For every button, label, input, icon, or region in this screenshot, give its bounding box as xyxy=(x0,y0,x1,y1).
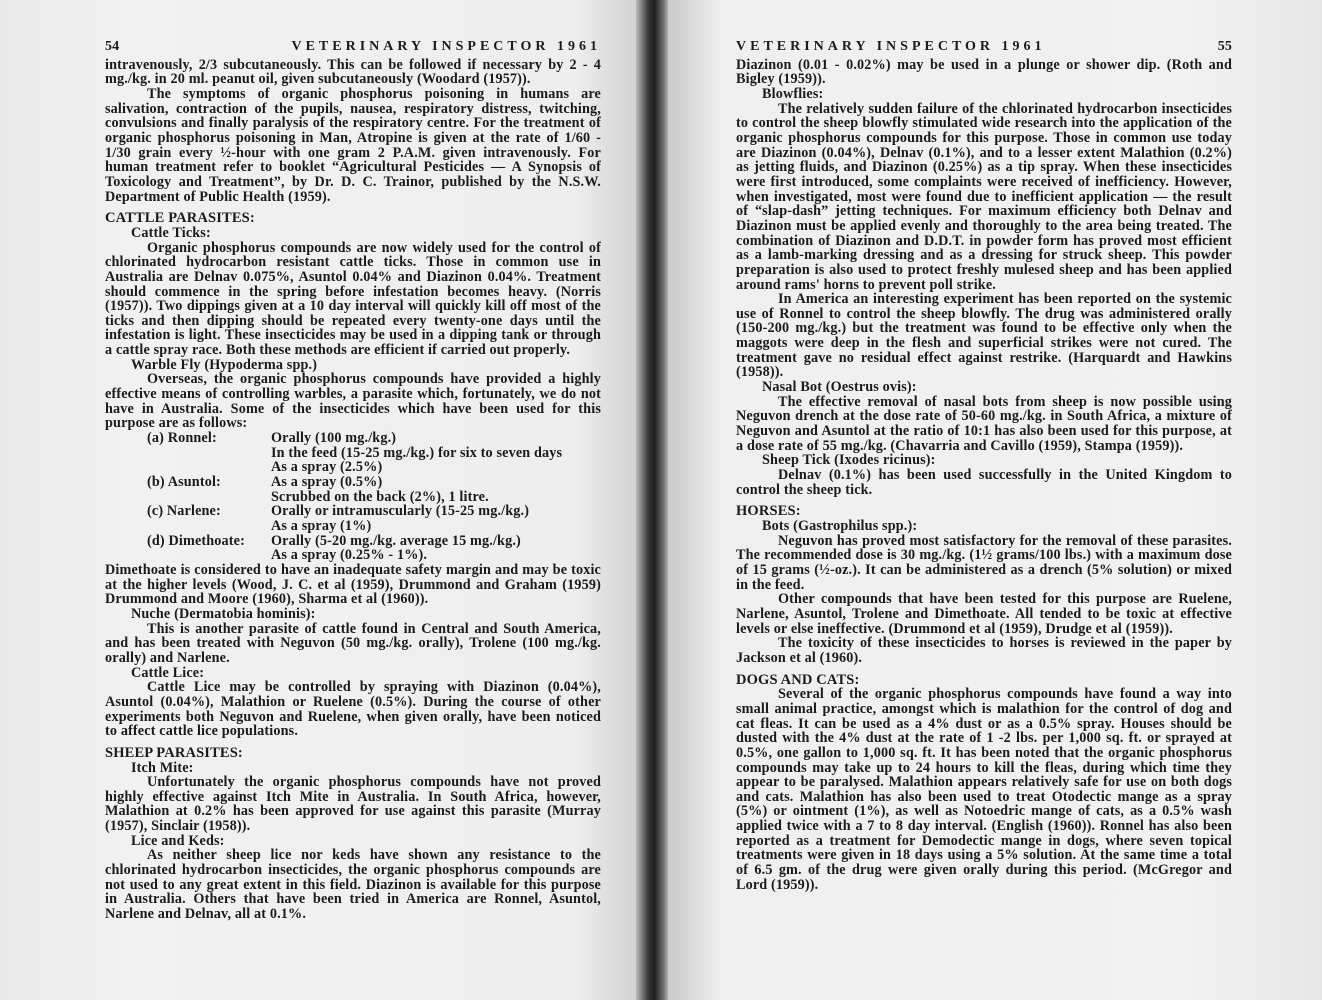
paragraph: Cattle Lice may be controlled by spraying with Diazinon (0.04%), Asuntol (0.04%), Malathion or Ruelene (0.5%). During the course of other experiments both Neguvon and Ruelene, when given orally, have been noticed to affect cattle lice populations. xyxy=(105,679,601,740)
paragraph: The relatively sudden failure of the chlorinated hydrocarbon insecticides to control the sheep blowfly stimulated wide research into the application of the organic phosphorus compounds for this purpose. Those in common use today are Diazinon (0.04%), Delnav (0.1%), and to a lesser extent Malathion (0.2%) as jetting fluids, and Diazinon (0.25%) as a tip spray. When these insecticides were first introduced, some complaints were received of inefficiency. However, when investigated, most were found due to inefficient application — the result of “slap-dash” jetting techniques. For maximum efficiency both Delnav and Diazinon must be applied evenly and thoroughly to the area being treated. The combination of Diazinon and D.D.T. in powder form has proved most efficient as a lamb-marking dressing and as a dressing for struck sheep. This powder preparation is also used to protect freshly mulesed sheep and has been applied around rams' horns to prevent poll strike. xyxy=(736,100,1232,293)
treatment-row xyxy=(105,431,601,475)
section-heading: CATTLE PARASITES: xyxy=(105,210,255,227)
page-number: 55 xyxy=(1217,39,1232,54)
subsection-heading: Cattle Ticks: xyxy=(131,224,211,241)
paragraph: Organic phosphorus compounds are now widely used for the control of chlorinated hydrocarbon resistant cattle ticks. Those in common use in Australia are Delnav 0.075%, Asuntol 0.04% and Diazinon 0.04%. Treatment should commence in the spring before infestation becomes heavy. (Norris (1957)). Two dippings given at a 10 day interval will quickly kill off most of the ticks and then dipping should be repeated every twenty-one days until the infestation is light. These insecticides may be used in a dipping tank or through a cattle spray race. Both these methods are efficient if carried out properly. xyxy=(105,239,601,359)
subsection-heading: Itch Mite: xyxy=(131,759,194,776)
treatment-methods xyxy=(271,534,601,563)
page-body xyxy=(105,58,601,922)
treatment-method: As a spray (1%) xyxy=(271,518,372,534)
running-title: VETERINARY INSPECTOR 1961 xyxy=(736,39,1046,54)
paragraph: The toxicity of these insecticides to horses is reviewed in the paper by Jackson et al (1960). xyxy=(736,635,1232,666)
treatment-method: Scrubbed on the back (2%), 1 litre. xyxy=(271,488,489,505)
treatment-method: Orally or intramuscularly (15-25 mg./kg.) xyxy=(271,503,530,520)
paragraph: In America an interesting experiment has been reported on the systemic use of Ronnel to control the sheep blowfly. The drug was administered orally (150-200 mg./kg.) but the treatment was found to be effective only when the maggots were deep in the flesh and superficial strikes were not cured. The treatment gave no residual effect against restrike. (Harquardt and Hawkins (1958)). xyxy=(736,291,1232,381)
treatment-method: As a spray (2.5%) xyxy=(271,459,383,476)
paragraph: Other compounds that have been tested for this purpose are Ruelene, Narlene, Asuntol, Trolene and Dimethoate. All tended to be toxic at effective levels or else ineffective. (Drummond et al (1959), Drudge et al (1959)). xyxy=(736,591,1232,637)
subsection-heading: Nuche (Dermatobia hominis): xyxy=(131,605,316,622)
treatment-name: (c) Narlene: xyxy=(147,503,221,520)
treatment-name: (a) Ronnel: xyxy=(147,430,217,447)
treatment-row xyxy=(105,475,601,504)
paragraph: This is another parasite of cattle found in Central and South America, and has been treated with Neguvon (50 mg./kg. orally), Trolene (100 mg./kg. orally) and Narlene. xyxy=(105,620,601,666)
paragraph: Diazinon (0.01 - 0.02%) may be used in a plunge or shower dip. (Roth and Bigley (1959)). xyxy=(736,56,1232,88)
left-page-text xyxy=(105,40,601,922)
book-gutter xyxy=(636,0,670,1000)
paragraph: As neither sheep lice nor keds have shown any resistance to the chlorinated hydrocarbon insecticides, the organic phosphorus compounds are not used to any great extent in this field. Diazinon is available for this purpose in Australia. Others that have been tried in America are Ronnel, Asuntol, Narlene and Delnav, all at 0.1%. xyxy=(105,847,601,923)
right-page-text xyxy=(736,40,1232,892)
left-page xyxy=(0,0,640,1000)
treatment-row xyxy=(105,504,601,533)
treatment-method: As a spray (0.5%) xyxy=(271,474,383,491)
paragraph: intravenously, 2/3 subcutaneously. This can be followed if necessary by 2 - 4 mg./kg. in 20 ml. peanut oil, given subcutaneously (Woodard (1957)). xyxy=(105,56,601,88)
treatment-methods xyxy=(271,475,601,504)
treatment-method: Orally (100 mg./kg.) xyxy=(271,430,397,447)
treatment-method: In the feed (15-25 mg./kg.) for six to seven days xyxy=(271,444,563,461)
treatment-methods xyxy=(271,504,601,533)
paragraph: Dimethoate is considered to have an inadequate safety margin and may be toxic at the higher levels (Wood, J. C. et al (1959), Drummond and Graham (1959) Drummond and Moore (1960), Sharma et al (1960)). xyxy=(105,561,601,608)
section-heading: DOGS AND CATS: xyxy=(736,671,860,688)
paragraph: Overseas, the organic phosphorus compounds have provided a highly effective means of controlling warbles, a parasite which, fortunately, we do not have in Australia. Some of the insecticides which have been used for this purpose are as follows: xyxy=(105,371,601,432)
treatment-method: Orally (5-20 mg./kg. average 15 mg./kg.) xyxy=(271,532,521,549)
right-page xyxy=(668,0,1322,1000)
subsection-heading: Bots (Gastrophilus spp.): xyxy=(762,518,918,534)
treatment-row xyxy=(105,534,601,563)
treatment-name: (b) Asuntol: xyxy=(147,474,221,491)
page-number: 54 xyxy=(105,39,120,54)
subsection-heading: Sheep Tick (Ixodes ricinus): xyxy=(762,452,936,469)
section-heading: SHEEP PARASITES: xyxy=(105,744,243,761)
treatment-name: (d) Dimethoate: xyxy=(147,532,245,549)
running-title: VETERINARY INSPECTOR 1961 xyxy=(291,39,601,54)
treatment-list xyxy=(105,431,601,563)
page-body xyxy=(736,58,1232,893)
running-header xyxy=(105,40,601,55)
treatment-methods xyxy=(271,431,601,475)
paragraph: Neguvon has proved most satisfactory for the removal of these parasites. The recommended dose is 30 mg./kg. (1½ grams/100 lbs.) with a maximum dose of 15 grams (½-oz.). It can be administered as a drench (5% solution) or mixed in the feed. xyxy=(736,532,1232,593)
paragraph: The symptoms of organic phosphorus poisoning in humans are salivation, contraction of the pupils, nausea, respiratory distress, twitching, convulsions and finally paralysis of the respiratory centre. For the treatment of organic phosphorus poisoning in Man, Atropine is given at the rate of 1/60 - 1/30 grain every ½-hour with one gram 2 P.A.M. given intravenously. For human treatment refer to booklet “Agricultural Pesticides — A Synopsis of Toxicology and Treatment”, by Dr. D. C. Trainor, published by the N.S.W. Department of Public Health (1959). xyxy=(105,85,601,205)
subsection-heading: Blowflies: xyxy=(762,85,824,102)
paragraph: Delnav (0.1%) has been used successfully in the United Kingdom to control the sheep tick. xyxy=(736,467,1232,498)
running-header xyxy=(736,40,1232,55)
subsection-heading: Lice and Keds: xyxy=(131,832,225,849)
paragraph: Several of the organic phosphorus compounds have found a way into small animal practice, amongst which is malathion for the control of dog and cat fleas. It can be used as a 4% dust or as a 0.5% spray. Houses should be dusted with the 4% dust at the rate of 1 -2 lbs. per 1,000 sq. ft. or sprayed at 0.5%, one gallon to 1,000 sq. ft. It has been noted that the organic phosphorus compounds may take up to 24 hours to kill the fleas, during which time they appear to be paralysed. Malathion appears relatively safe for use on both dogs and cats. Malathion has also been used to treat Otodectic mange as a spray (5%) or ointment (1%), as well as Notoedric mange of cats, as a 0.5% wash applied twice with a 7 to 8 day interval. (English (1960)). Ronnel has also been reported as a treatment for Demodectic mange in dogs, where seven topical treatments were given in 18 days using a 5% solution. At the same time a total of 6.5 gm. of the drug were given orally during this period. (McGregor and Lord (1959)). xyxy=(736,686,1232,893)
subsection-heading: Warble Fly (Hypoderma spp.) xyxy=(131,356,318,373)
section-heading: HORSES: xyxy=(736,503,801,520)
subsection-heading: Nasal Bot (Oestrus ovis): xyxy=(762,379,917,396)
subsection-heading: Cattle Lice: xyxy=(131,664,205,681)
paragraph: Unfortunately the organic phosphorus compounds have not proved highly effective against Itch Mite in Australia. In South Africa, however, Malathion at 0.2% has been approved for use against this parasite (Murray (1957), Sinclair (1958)). xyxy=(105,774,601,835)
treatment-method: As a spray (0.25% - 1%). xyxy=(271,547,428,564)
paragraph: The effective removal of nasal bots from sheep is now possible using Neguvon drench at the dose rate of 50-60 mg./kg. in South Africa, a mixture of Neguvon and Asuntol at the ratio of 10:1 has also been used for this purpose, at a dose rate of 55 mg./kg. (Chavarria and Cavillo (1959), Stampa (1959)). xyxy=(736,393,1232,454)
